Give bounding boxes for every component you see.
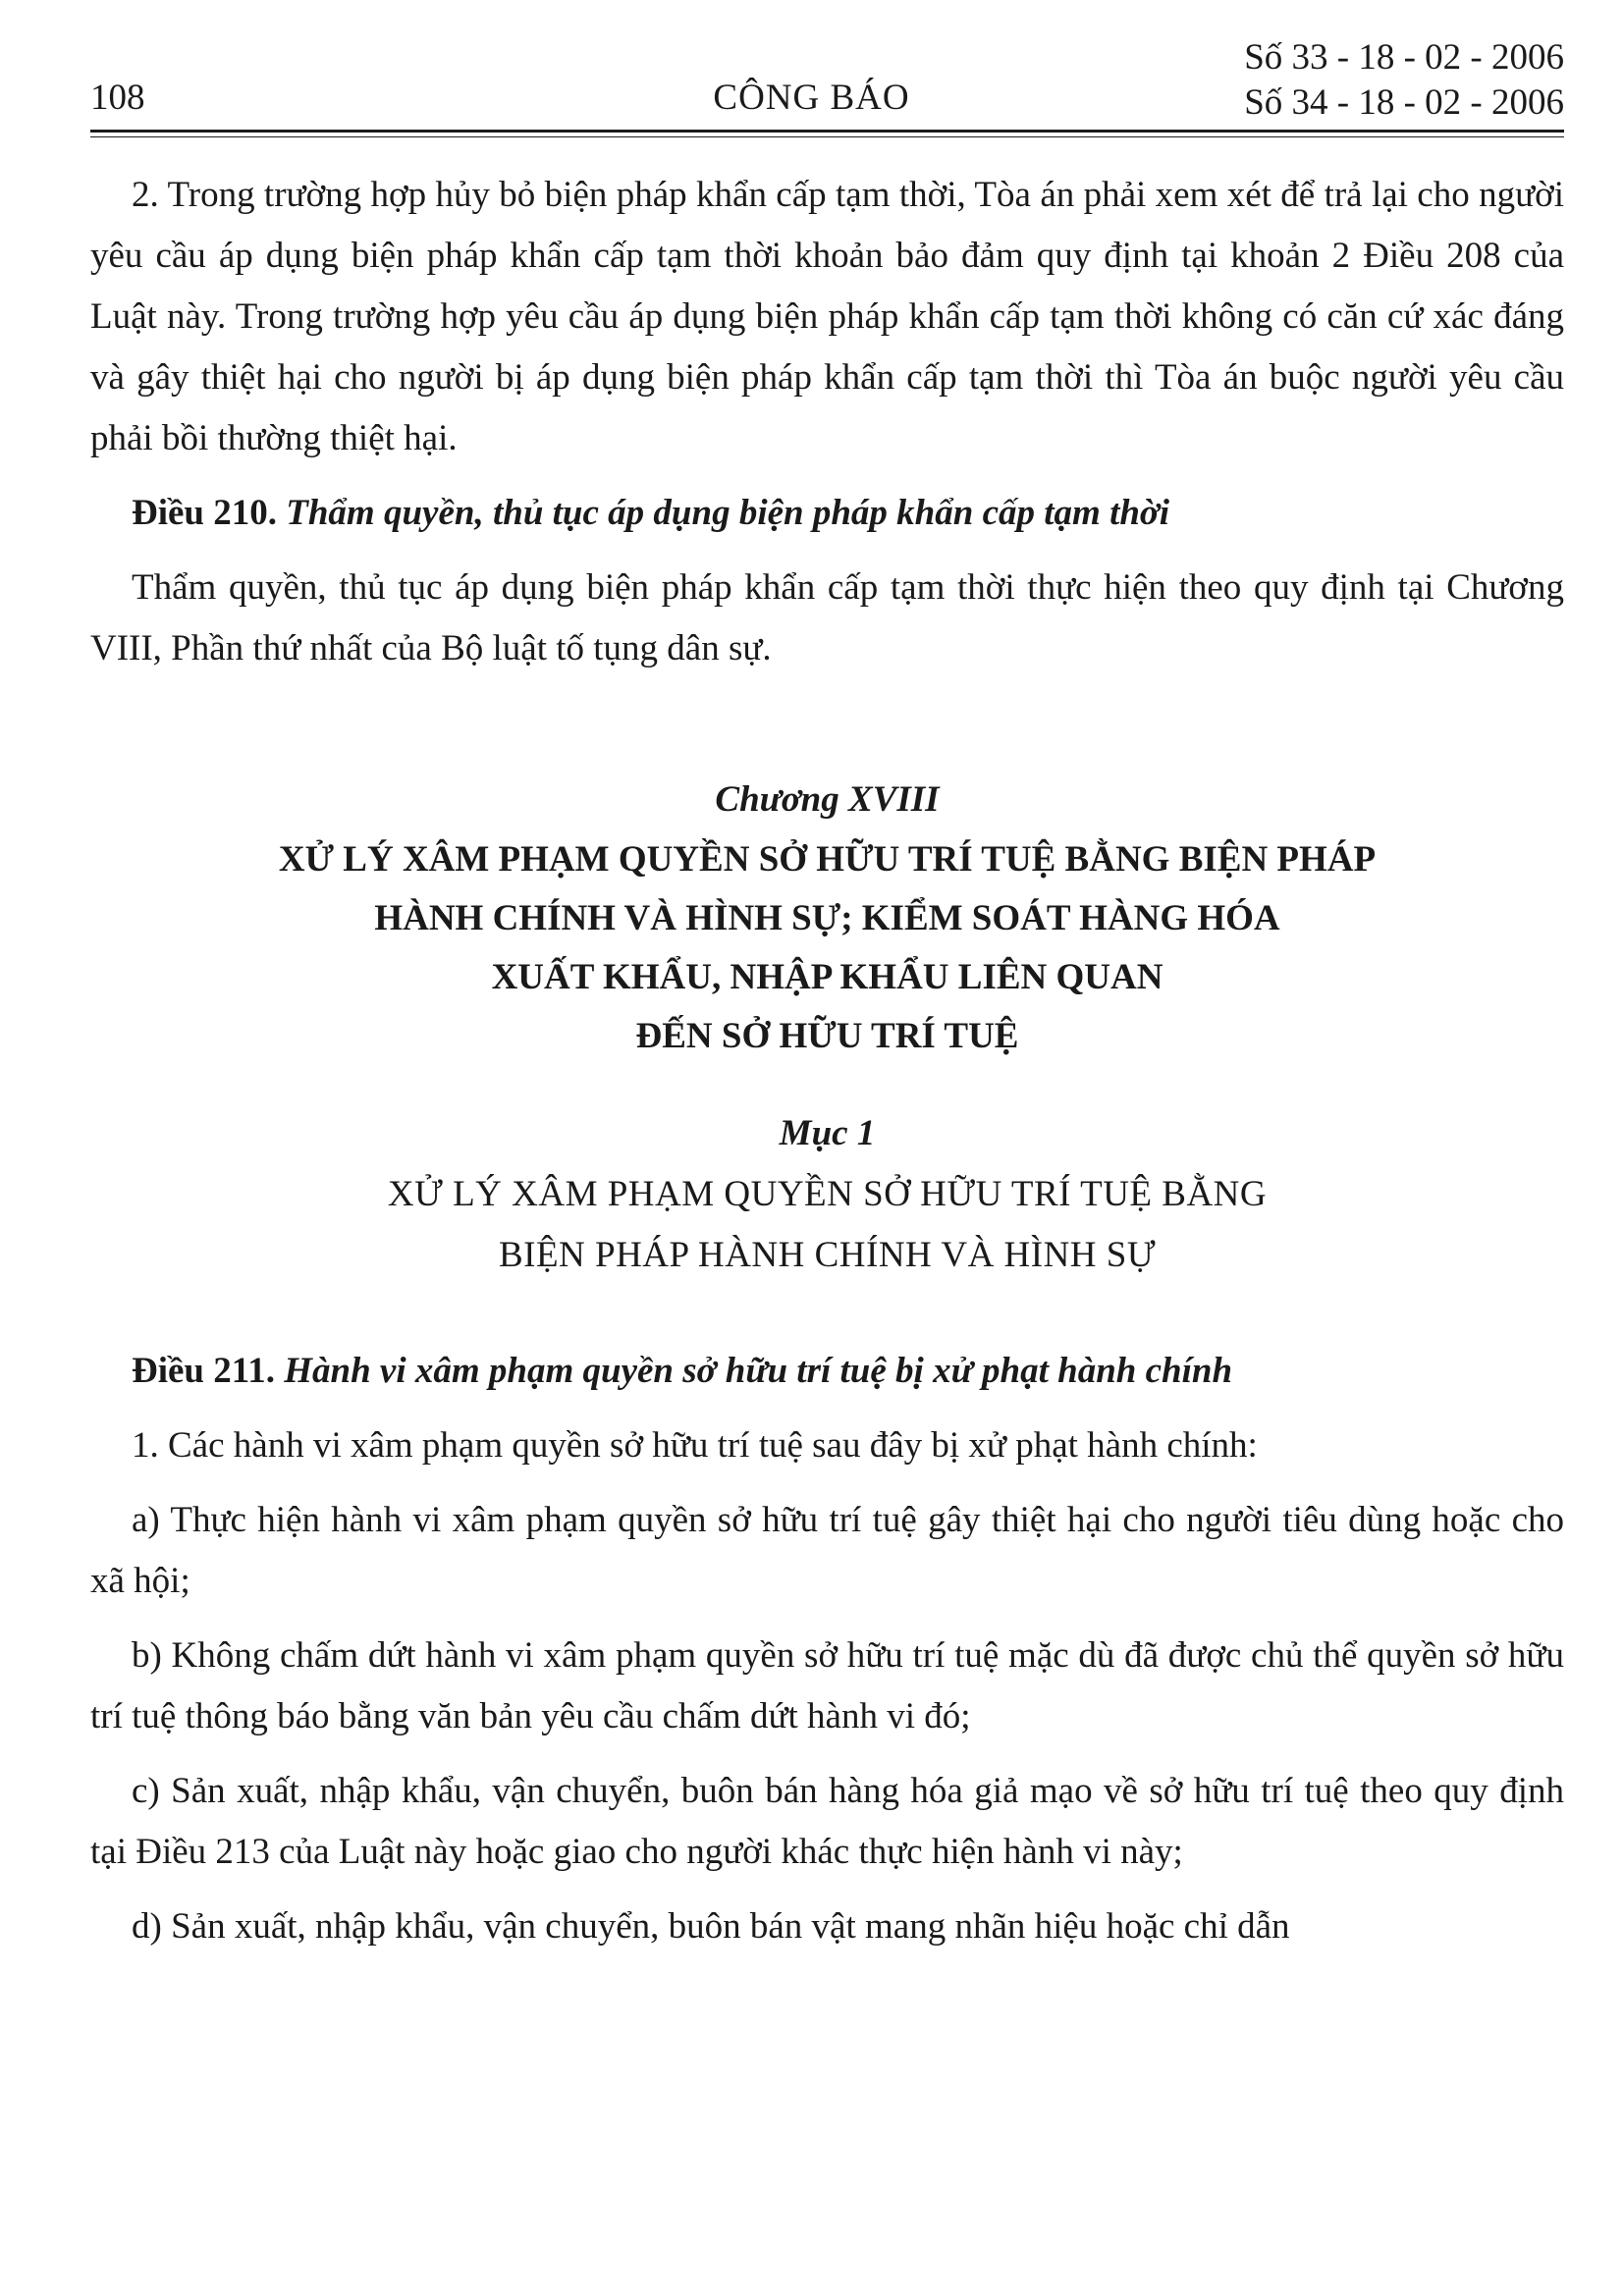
section-title-line: BIỆN PHÁP HÀNH CHÍNH VÀ HÌNH SỰ bbox=[498, 1235, 1157, 1275]
article-number: Điều 210. bbox=[132, 493, 277, 533]
article-heading bbox=[90, 1341, 1564, 1402]
paragraph: d) Sản xuất, nhập khẩu, vận chuyển, buôn bán vật mang nhãn hiệu hoặc chỉ dẫn bbox=[132, 1906, 1290, 1947]
chapter-title-line: HÀNH CHÍNH VÀ HÌNH SỰ; KIỂM SOÁT HÀNG HÓA bbox=[374, 898, 1280, 938]
paragraph: c) Sản xuất, nhập khẩu, vận chuyển, buôn bán hàng hóa giả mạo về sở hữu trí tuệ theo quy định tại Điều 213 của Luật này hoặc giao cho người khác thực hiện hành vi này; bbox=[90, 1771, 1564, 1872]
chapter-label: Chương XVIII bbox=[715, 779, 940, 820]
page-body bbox=[90, 165, 1564, 1971]
section-title-line: XỬ LÝ XÂM PHẠM QUYỀN SỞ HỮU TRÍ TUỆ BẰNG bbox=[387, 1174, 1268, 1214]
article-number: Điều 211. bbox=[132, 1351, 275, 1391]
paragraph: a) Thực hiện hành vi xâm phạm quyền sở hữu trí tuệ gây thiệt hại cho người tiêu dùng hoặc cho xã hội; bbox=[90, 1500, 1564, 1601]
paragraph: 1. Các hành vi xâm phạm quyền sở hữu trí tuệ sau đây bị xử phạt hành chính: bbox=[132, 1425, 1258, 1466]
issue-line: Số 34 - 18 - 02 - 2006 bbox=[1244, 82, 1564, 123]
article-title: Thẩm quyền, thủ tục áp dụng biện pháp khẩn cấp tạm thời bbox=[286, 493, 1170, 533]
publication-title: CÔNG BÁO bbox=[713, 78, 910, 118]
spacer bbox=[90, 1286, 1564, 1333]
paragraph: b) Không chấm dứt hành vi xâm phạm quyền sở hữu trí tuệ mặc dù đã được chủ thể quyền sở hữu trí tuệ thông báo bằng văn bản yêu cầu chấm dứt hành vi đó; bbox=[90, 1635, 1564, 1736]
header-rule-thin bbox=[90, 136, 1564, 137]
paragraph: Thẩm quyền, thủ tục áp dụng biện pháp khẩn cấp tạm thời thực hiện theo quy định tại Chương VIII, Phần thứ nhất của Bộ luật tố tụng dân sự. bbox=[90, 567, 1564, 668]
page-number: 108 bbox=[90, 78, 145, 118]
article-title: Hành vi xâm phạm quyền sở hữu trí tuệ bị xử phạt hành chính bbox=[284, 1351, 1233, 1391]
section-title bbox=[90, 1164, 1564, 1286]
chapter-title-line: XỬ LÝ XÂM PHẠM QUYỀN SỞ HỮU TRÍ TUỆ BẰNG BIỆN PHÁP bbox=[278, 839, 1377, 880]
issue-line: Số 33 - 18 - 02 - 2006 bbox=[1244, 37, 1564, 78]
issue-numbers bbox=[1244, 35, 1564, 126]
chapter-title-line: XUẤT KHẨU, NHẬP KHẨU LIÊN QUAN bbox=[491, 957, 1163, 997]
article-heading bbox=[90, 483, 1564, 544]
chapter-title bbox=[90, 830, 1564, 1066]
header-rule-thick bbox=[90, 130, 1564, 133]
chapter-title-line: ĐẾN SỞ HỮU TRÍ TUỆ bbox=[635, 1016, 1019, 1056]
paragraph: 2. Trong trường hợp hủy bỏ biện pháp khẩn cấp tạm thời, Tòa án phải xem xét để trả lại cho người yêu cầu áp dụng biện pháp khẩn cấp tạm thời khoản bảo đảm quy định tại khoản 2 Điều 208 của Luật này. Trong trường hợp yêu cầu áp dụng biện pháp khẩn cấp tạm thời không có căn cứ xác đáng và gây thiệt hại cho người bị áp dụng biện pháp khẩn cấp tạm thời thì Tòa án buộc người yêu cầu phải bồi thường thiệt hại. bbox=[90, 175, 1564, 458]
section-label: Mục 1 bbox=[779, 1113, 876, 1153]
